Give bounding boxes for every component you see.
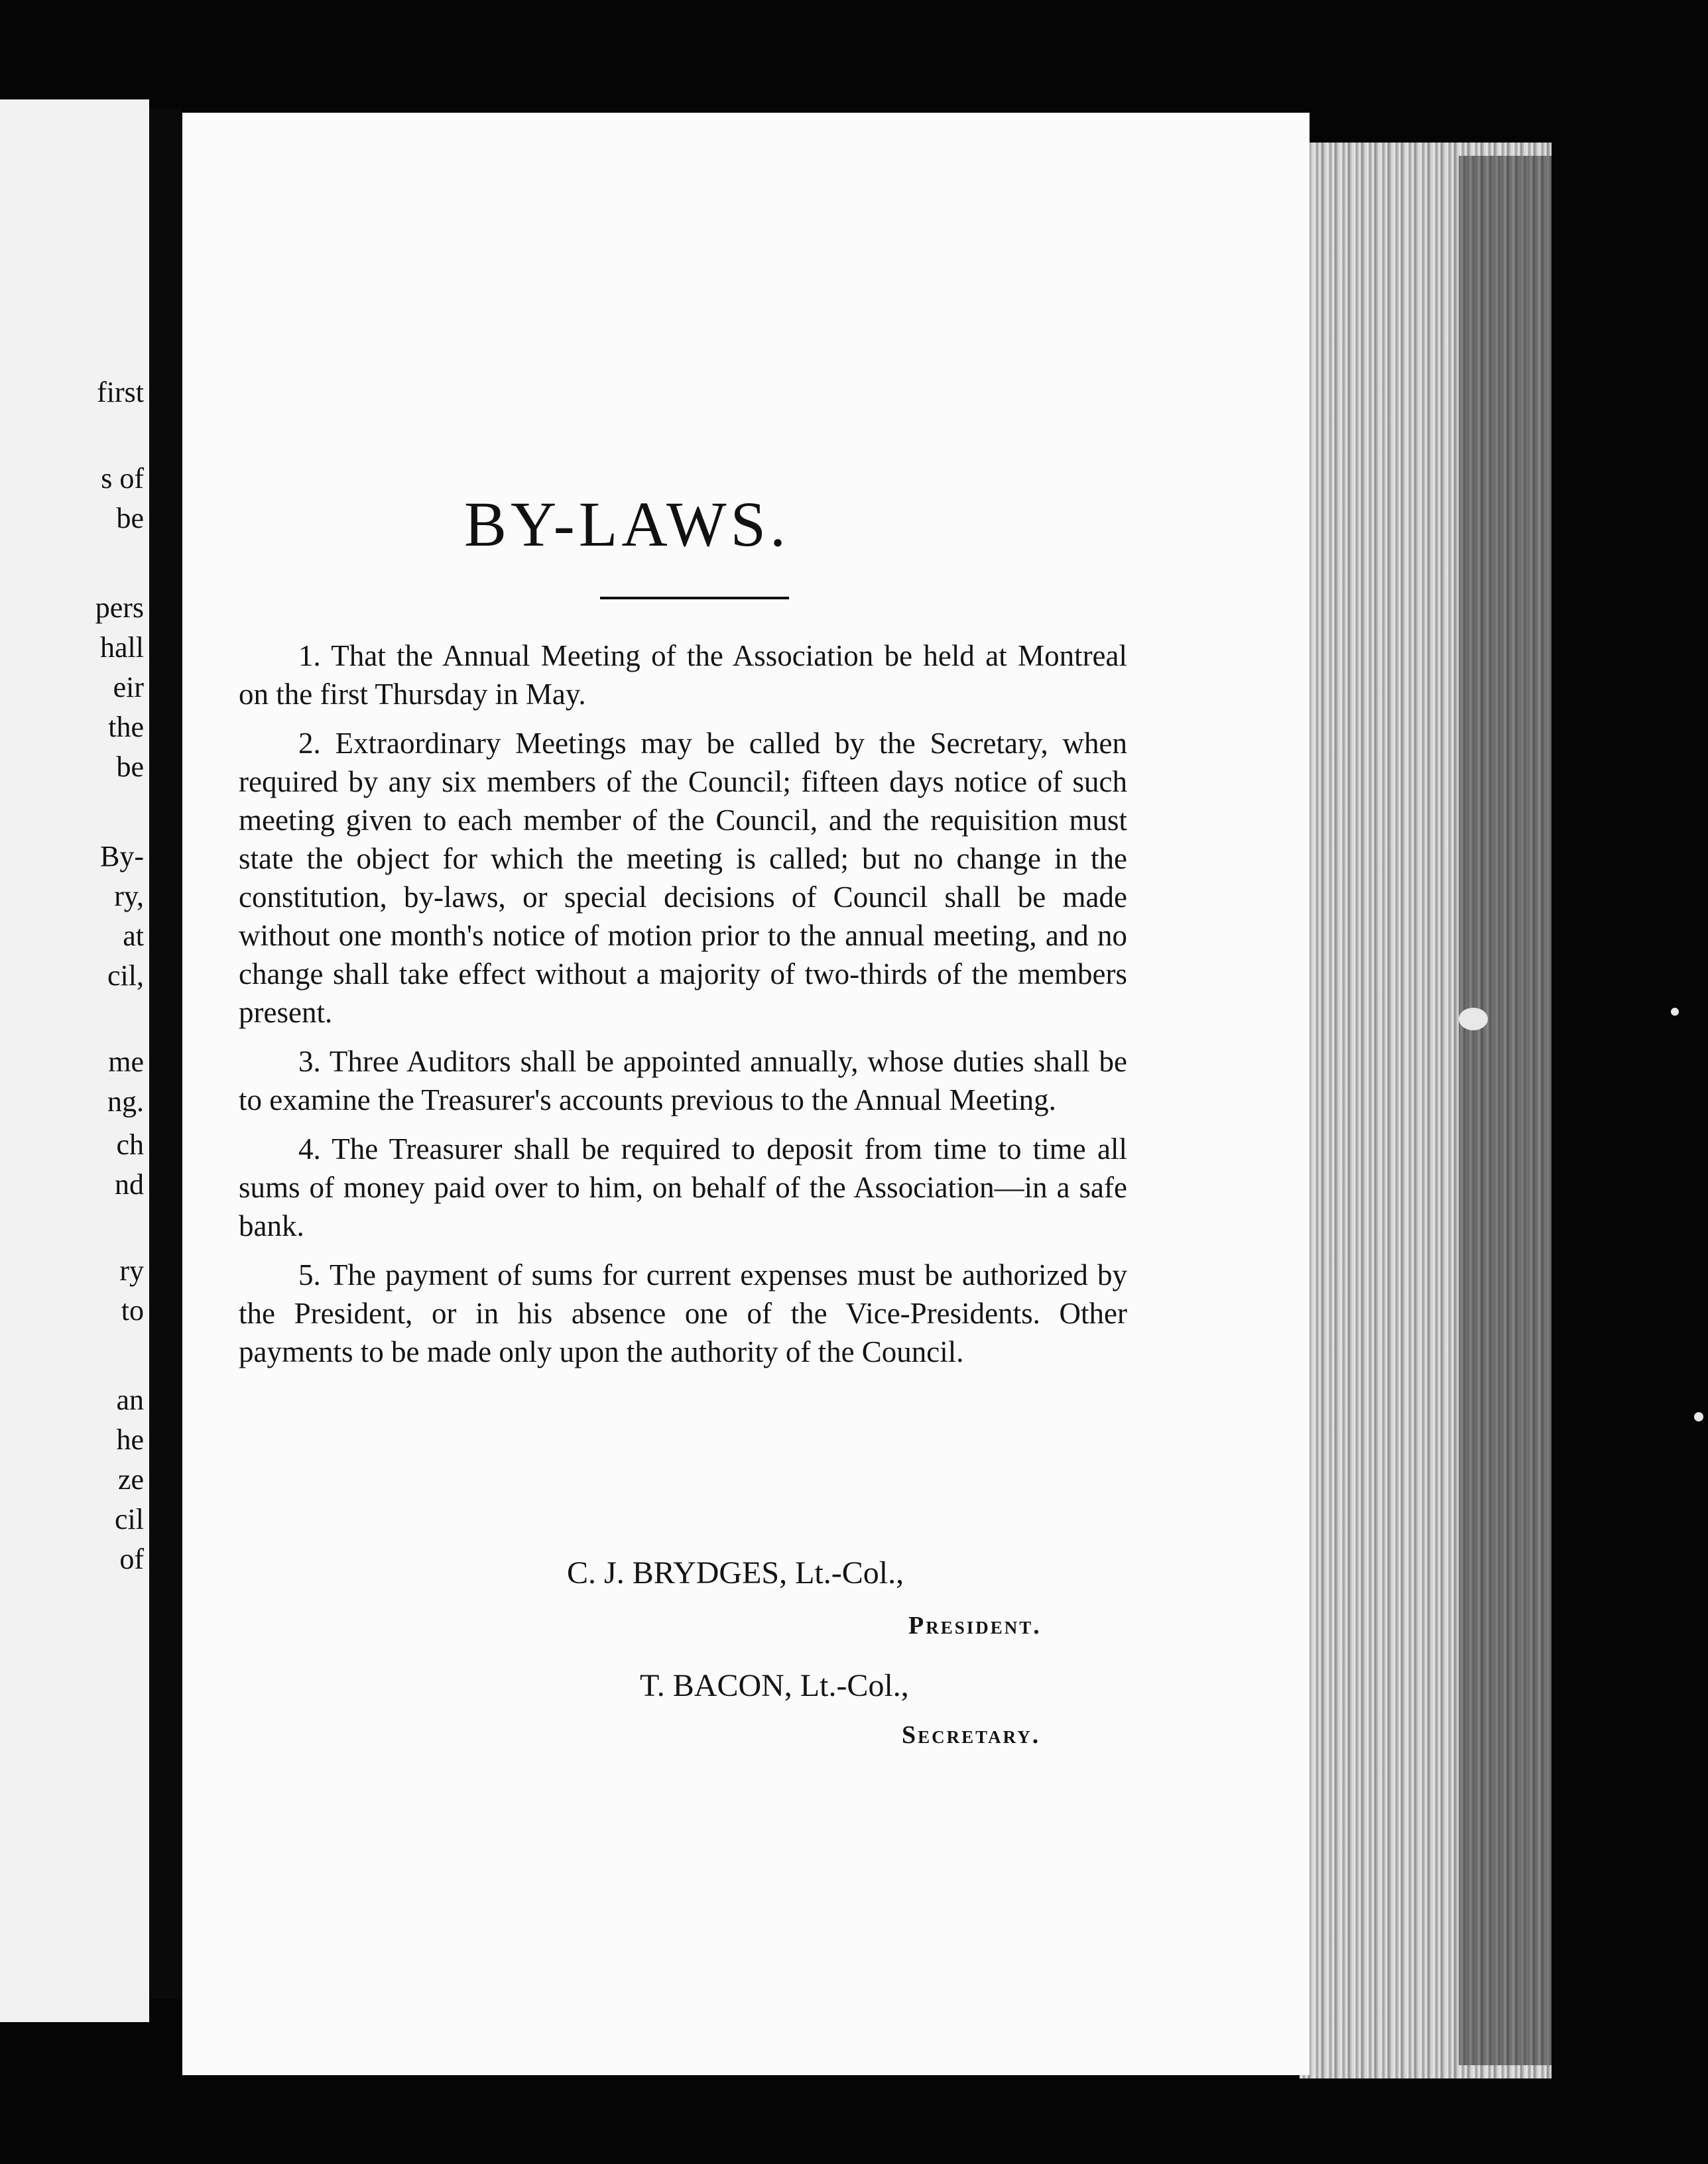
left-page-text-fragment: hall: [100, 631, 144, 664]
left-page-text-fragment: nd: [115, 1168, 144, 1201]
left-page-text-fragment: eir: [113, 671, 144, 703]
left-page-text-fragment: cil,: [107, 959, 144, 992]
bylaw-paragraph: 2. Extraordinary Meetings may be called by the Secretary, when required by any six members of the Council; fifteen days notice of such meeting given to each member of the Council, and the requisition must state the object for which the meeting is called; but no change in the constitution, by-laws, or special decisions of Council shall be made without one month's notice of motion prior to the annual meeting, and no change shall take effect without a majority of two-thirds of the members present.: [239, 727, 1127, 1029]
book-gutter: [149, 109, 182, 1999]
left-page-text-fragment: to: [121, 1294, 144, 1327]
signature-name: T. BACON, Lt.-Col.,: [640, 1668, 909, 1703]
left-page-text-fragment: the: [108, 711, 144, 743]
signature-role: President.: [908, 1612, 1042, 1640]
left-page-text-fragment: ry,: [114, 880, 144, 912]
left-page-text-fragment: be: [116, 751, 144, 783]
page-title: BY-LAWS.: [464, 489, 790, 560]
bylaw-paragraph: 3. Three Auditors shall be appointed annually, whose duties shall be to examine the Treasurer's accounts previous to the Annual Meeting.: [239, 1045, 1127, 1116]
left-page-text-fragment: By-: [100, 840, 144, 872]
left-page-text-fragment: ng.: [107, 1085, 144, 1118]
left-page-text-fragment: pers: [95, 591, 144, 624]
bylaw-paragraph: 4. The Treasurer shall be required to deposit from time to time all sums of money paid over to him, on behalf of the Association—in a safe bank.: [239, 1132, 1127, 1242]
bylaws-body: [239, 636, 1127, 1382]
left-page-text-fragment: cil: [115, 1503, 144, 1535]
scan-speck: [1694, 1412, 1703, 1421]
previous-page-fragment: [0, 99, 149, 2022]
left-page-text-fragment: be: [116, 502, 144, 534]
scan-speck: [1671, 1008, 1679, 1016]
left-page-text-fragment: an: [116, 1384, 144, 1416]
left-page-text-fragment: at: [123, 920, 144, 952]
page-edges: [1300, 143, 1552, 2078]
bylaw-paragraph: 5. The payment of sums for current expenses must be authorized by the President, or in his absence one of the Vice-Presidents. Other payments to be made only upon the authority of the Council.: [239, 1258, 1127, 1368]
left-page-text-fragment: first: [97, 376, 144, 408]
left-page-text-fragment: he: [116, 1423, 144, 1456]
left-page-text-fragment: ch: [116, 1128, 144, 1161]
scan-speck: [1459, 1008, 1488, 1030]
signature-role: Secretary.: [902, 1721, 1041, 1749]
title-divider: [600, 597, 789, 599]
left-page-text-fragment: ze: [117, 1463, 144, 1496]
bylaw-paragraph: 1. That the Annual Meeting of the Association be held at Montreal on the first Thursday in May.: [239, 639, 1127, 711]
left-page-text-fragment: s of: [101, 462, 144, 495]
signature-name: C. J. BRYDGES, Lt.-Col.,: [567, 1555, 904, 1591]
left-page-text-fragment: me: [108, 1046, 144, 1078]
left-page-text-fragment: ry: [119, 1254, 144, 1287]
left-page-text-fragment: of: [119, 1543, 144, 1575]
